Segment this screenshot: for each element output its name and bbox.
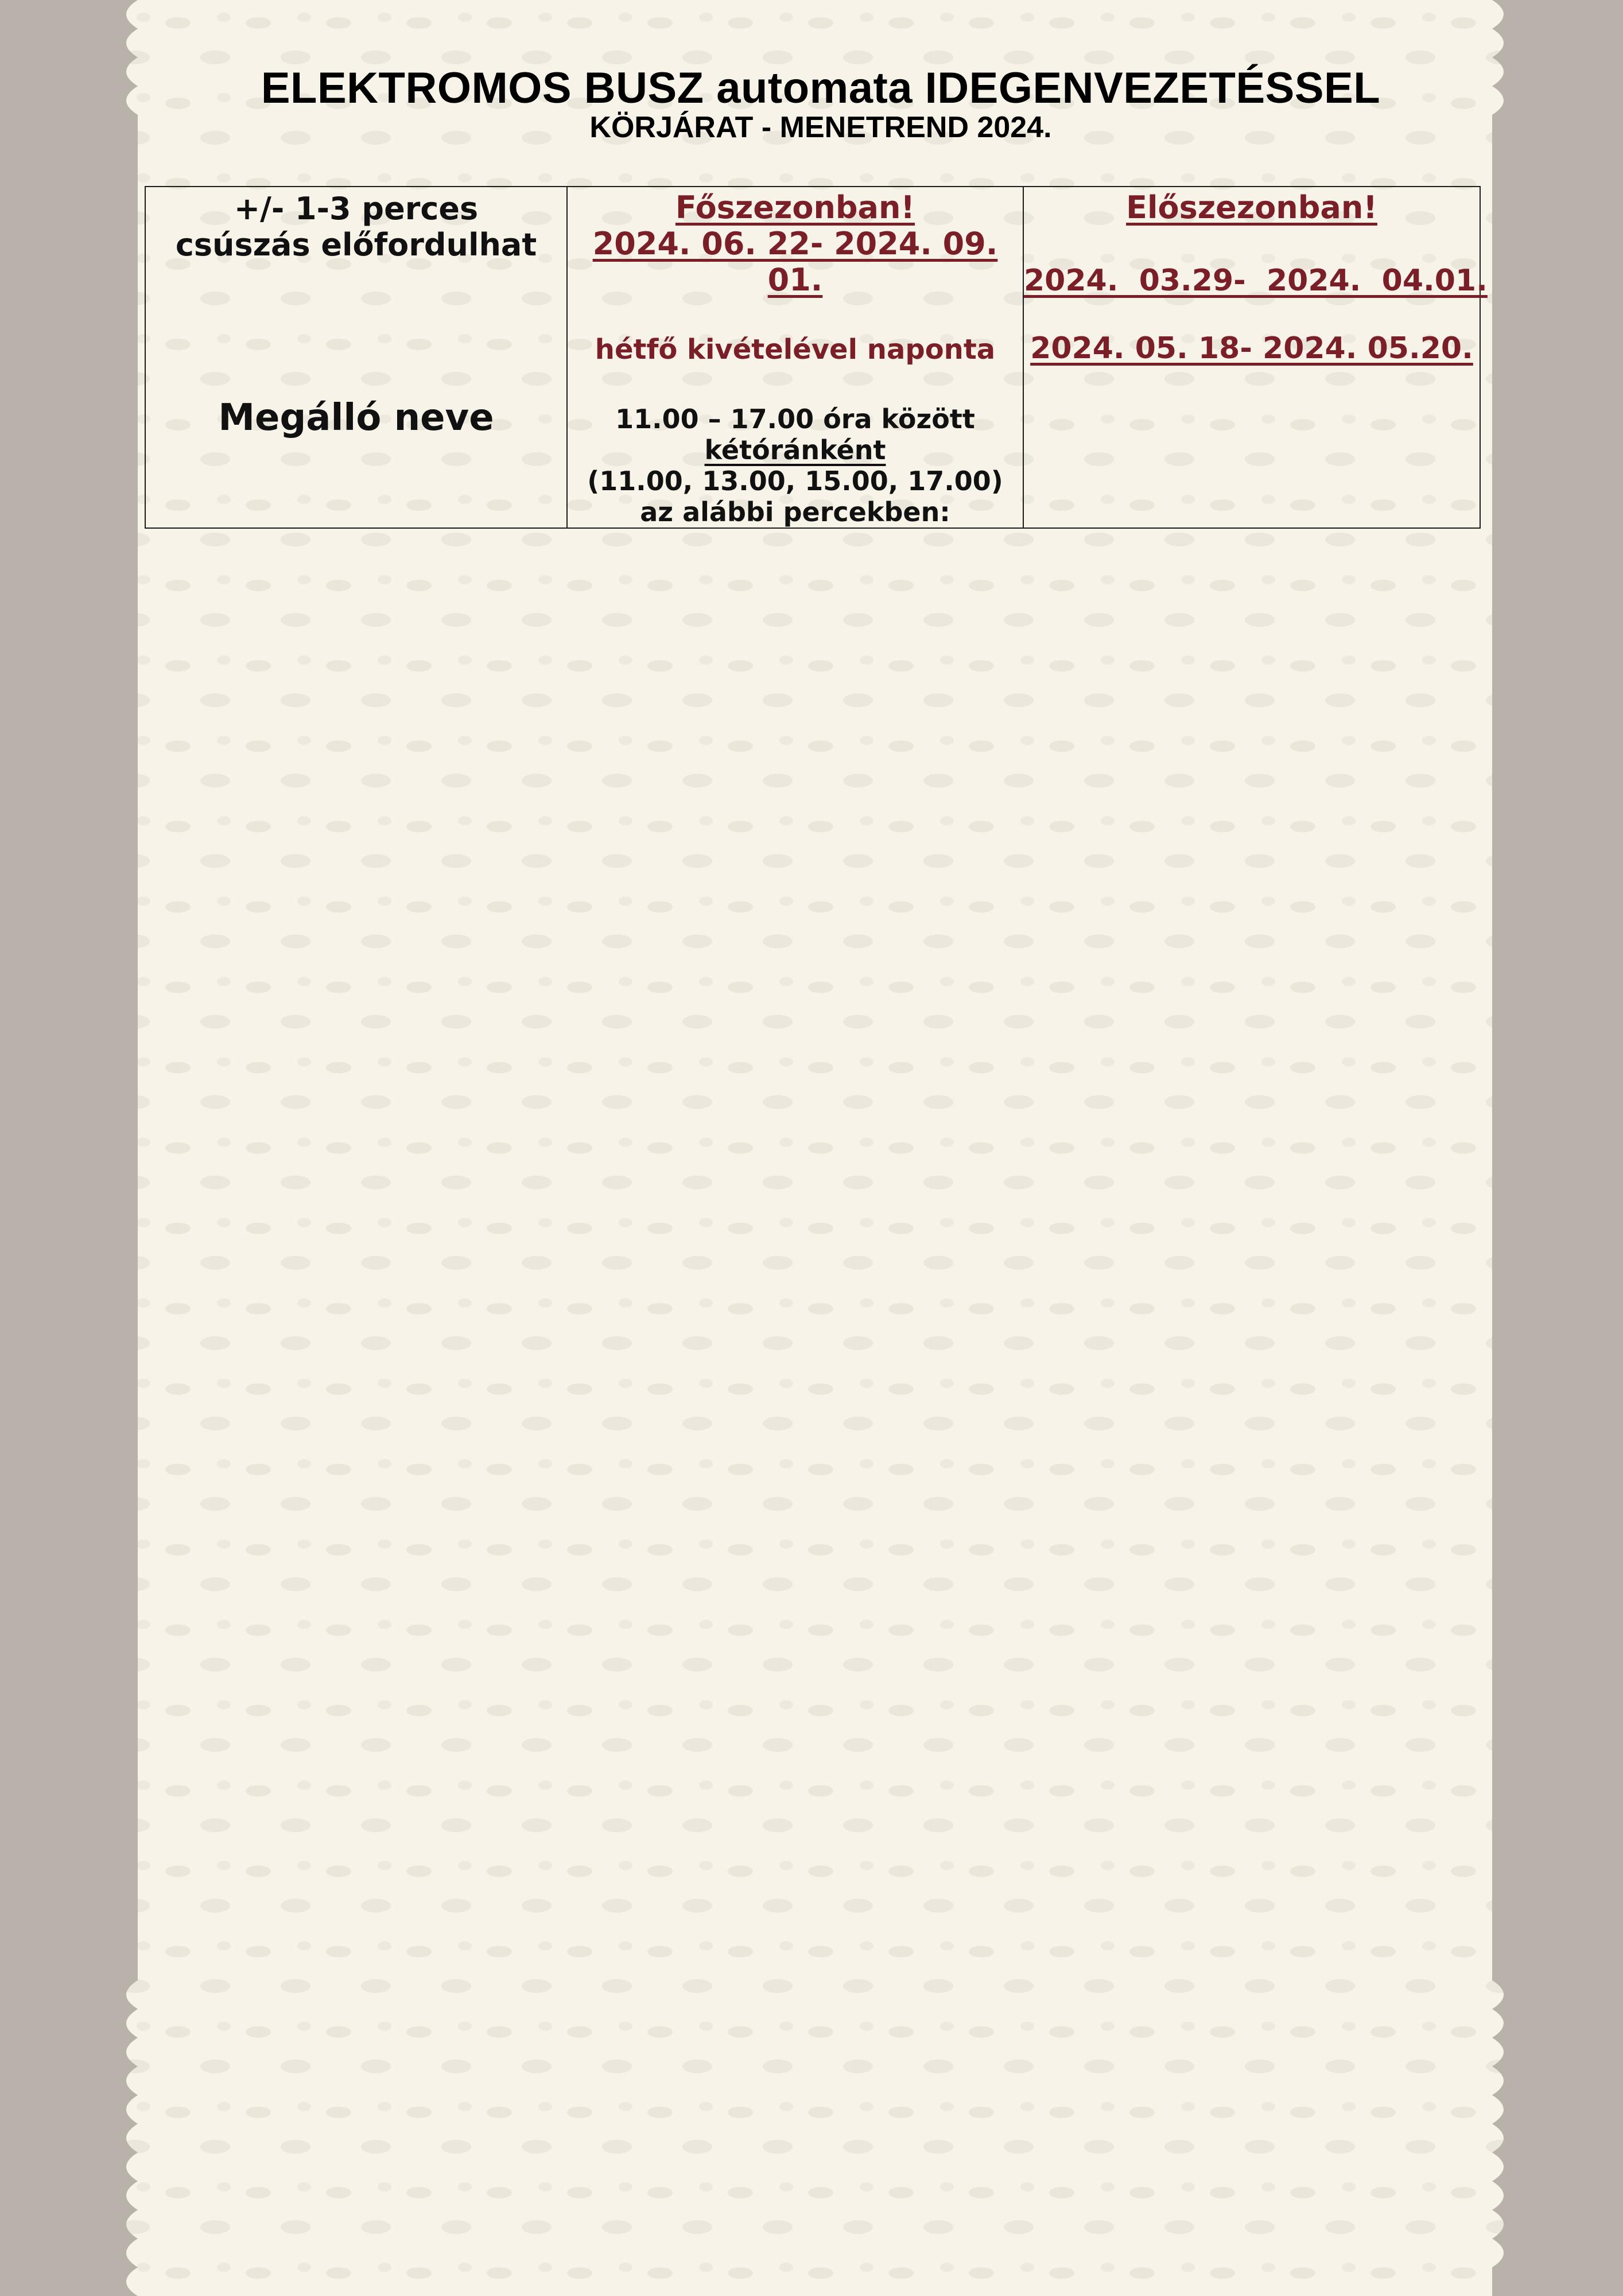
stop-name-label: Megálló neve bbox=[218, 397, 494, 439]
timetable bbox=[145, 186, 1488, 529]
main-season-frequency: kétóránként bbox=[704, 435, 886, 466]
delay-note: +/- 1-3 perces csúszás előfordulhat bbox=[175, 191, 537, 263]
header-stop-cell bbox=[145, 187, 567, 528]
pre-season-dates-1: 2024. 03.29- 2024. 04.01. bbox=[1024, 263, 1488, 298]
page-title: ELEKTROMOS BUSZ automata IDEGENVEZETÉSSEL bbox=[261, 64, 1381, 113]
main-season-times: (11.00, 13.00, 15.00, 17.00) az alábbi percekben: bbox=[587, 466, 1003, 528]
header-pre-season-cell bbox=[1023, 187, 1488, 528]
pre-season-dates-2: 2024. 05. 18- 2024. 05.20. bbox=[1030, 331, 1473, 366]
main-season-label: Főszezonban! bbox=[675, 189, 915, 226]
header-main-season-cell bbox=[567, 187, 1023, 528]
page-subtitle: KÖRJÁRAT - MENETREND 2024. bbox=[589, 111, 1052, 144]
main-season-dates: 2024. 06. 22- 2024. 09. 01. bbox=[592, 226, 998, 298]
main-season-hours: 11.00 – 17.00 óra között bbox=[615, 404, 975, 435]
pre-season-label: Előszezonban! bbox=[1126, 189, 1377, 226]
main-season-days: hétfő kivételével naponta bbox=[595, 333, 996, 366]
header-row bbox=[145, 187, 1480, 528]
